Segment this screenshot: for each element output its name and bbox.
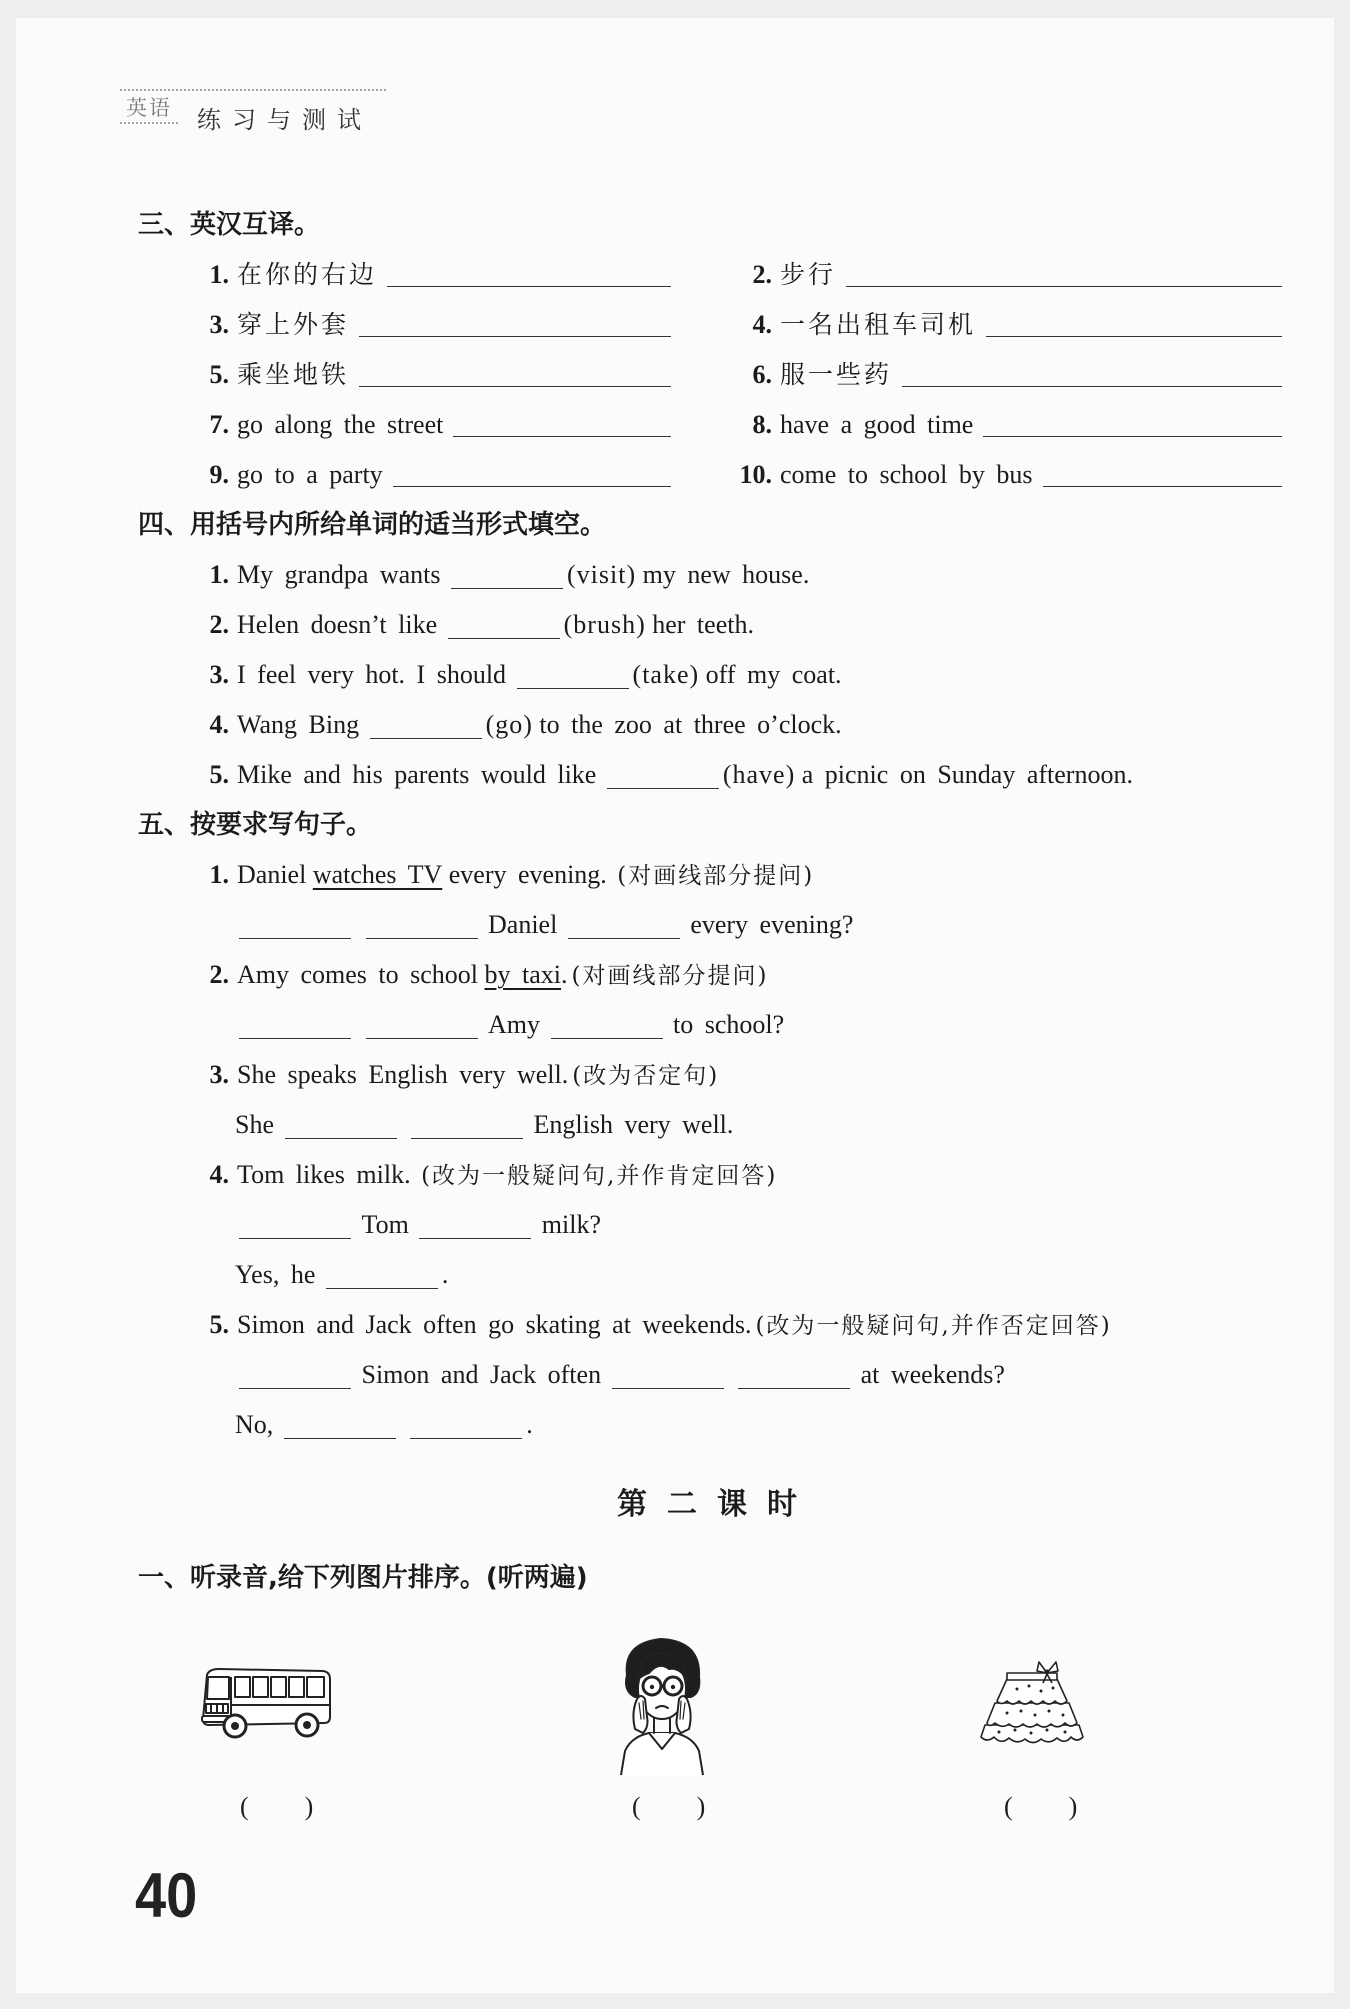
answer-word: every evening?	[690, 910, 854, 939]
toothache-girl-icon	[611, 1633, 714, 1775]
rewrite-question	[0, 1050, 1350, 1100]
answer-bracket: ( )	[240, 1792, 320, 1821]
translation-row	[0, 350, 1350, 400]
answer-word: milk?	[541, 1210, 602, 1239]
sentence-start: Daniel	[237, 860, 307, 889]
answer-blank	[239, 1219, 351, 1239]
answer-blank	[517, 669, 629, 689]
underlined-phrase: by taxi	[484, 960, 562, 989]
answer-word: at weekends?	[860, 1360, 1005, 1389]
translation-item	[189, 400, 671, 450]
subject-label: 英语	[120, 92, 178, 124]
translation-item	[189, 350, 671, 400]
instruction-note: (改为一般疑问句,并作否定回答)	[755, 1313, 1112, 1339]
item-number: 4.	[209, 1160, 229, 1189]
item-number: 2.	[752, 260, 772, 289]
answer-blank	[393, 463, 671, 487]
item-number: 3.	[209, 660, 229, 689]
fill-in-item	[0, 600, 1350, 650]
item-number: 2.	[209, 610, 229, 639]
instruction-note: (对画线部分提问)	[617, 863, 815, 889]
translation-item	[732, 400, 1282, 450]
item-number: 1.	[209, 560, 229, 589]
item-number: 7.	[209, 410, 229, 439]
answer-blank	[359, 313, 671, 337]
item-text: 乘坐地铁	[237, 360, 350, 389]
answer-word: to school?	[673, 1010, 785, 1039]
answer-blank	[239, 1369, 351, 1389]
sentence-start: My grandpa wants	[237, 560, 441, 589]
translation-item	[732, 300, 1282, 350]
item-number: 5.	[209, 760, 229, 789]
translation-item	[189, 300, 671, 350]
section-heading: 五、按要求写句子。	[138, 810, 373, 840]
item-number: 4.	[209, 710, 229, 739]
answer-blank	[612, 1369, 724, 1389]
fill-in-item	[0, 700, 1350, 750]
rewrite-question	[0, 1300, 1350, 1350]
sentence: Simon and Jack often go skating at weekends.	[237, 1310, 752, 1339]
answer-line	[0, 900, 1350, 950]
answer-blank	[410, 1419, 522, 1439]
item-number: 2.	[209, 960, 229, 989]
answer-word: Yes, he	[235, 1260, 316, 1289]
translation-row	[0, 300, 1350, 350]
sentence-end: a picnic on Sunday afternoon.	[801, 760, 1133, 789]
answer-blank	[419, 1219, 531, 1239]
section-heading: 一、听录音,给下列图片排序。(听两遍)	[138, 1563, 588, 1593]
answer-line	[0, 1100, 1350, 1150]
answer-blank	[285, 1119, 397, 1139]
item-text: 一名出租车司机	[780, 310, 977, 339]
answer-blank	[738, 1369, 850, 1389]
answer-blank	[366, 1019, 478, 1039]
item-number: 3.	[209, 1060, 229, 1089]
hint-word: (visit)	[567, 560, 637, 589]
sentence-end: .	[561, 960, 568, 989]
answer-blank	[1043, 463, 1282, 487]
answer-word: .	[526, 1410, 533, 1439]
answer-bracket: ( )	[632, 1792, 712, 1821]
section-heading: 四、用括号内所给单词的适当形式填空。	[138, 510, 607, 540]
sentence-end: every evening.	[448, 860, 607, 889]
lesson-title: 第二课时	[617, 1487, 817, 1522]
item-number: 4.	[752, 310, 772, 339]
skirt-icon	[977, 1659, 1087, 1749]
answer-word: Amy	[488, 1010, 540, 1039]
item-number: 3.	[209, 310, 229, 339]
translation-item	[189, 450, 671, 500]
answer-blank	[411, 1119, 523, 1139]
answer-line	[0, 1350, 1350, 1400]
sentence-start: Helen doesn’t like	[237, 610, 438, 639]
item-number: 6.	[752, 360, 772, 389]
answer-blank	[983, 413, 1282, 437]
sentence-end: my new house.	[642, 560, 810, 589]
answer-blank	[284, 1419, 396, 1439]
answer-blank	[551, 1019, 663, 1039]
answer-blank	[448, 619, 560, 639]
answer-word: Simon and Jack often	[361, 1360, 602, 1389]
answer-line	[0, 1000, 1350, 1050]
sentence-end: her teeth.	[652, 610, 754, 639]
reply-line	[0, 1250, 1350, 1300]
instruction-note: (对画线部分提问)	[571, 963, 769, 989]
item-text: 在你的右边	[237, 260, 378, 289]
sentence-start: Wang Bing	[237, 710, 360, 739]
answer-bracket: ( )	[1004, 1792, 1084, 1821]
answer-blank	[453, 413, 671, 437]
item-number: 9.	[209, 460, 229, 489]
answer-blank	[607, 769, 719, 789]
hint-word: (take)	[632, 660, 700, 689]
item-number: 1.	[209, 860, 229, 889]
answer-blank	[986, 313, 1282, 337]
answer-word: Tom	[361, 1210, 409, 1239]
item-number: 5.	[209, 360, 229, 389]
answer-blank	[239, 1019, 351, 1039]
fill-in-item	[0, 650, 1350, 700]
answer-word: She	[235, 1110, 274, 1139]
answer-blank	[451, 569, 563, 589]
underlined-phrase: watches TV	[312, 860, 443, 889]
translation-row	[0, 250, 1350, 300]
answer-word: English very well.	[533, 1110, 734, 1139]
item-number: 8.	[752, 410, 772, 439]
item-text: go along the street	[237, 410, 444, 439]
answer-blank	[370, 719, 482, 739]
translation-item	[732, 450, 1282, 500]
item-text: 步行	[780, 260, 837, 289]
instruction-note: (改为否定句)	[572, 1063, 720, 1089]
sentence-end: to the zoo at three o’clock.	[539, 710, 842, 739]
hint-word: (go)	[485, 710, 533, 739]
sentence-end: off my coat.	[705, 660, 842, 689]
translation-item	[189, 250, 671, 300]
sentence-start: Mike and his parents would like	[237, 760, 597, 789]
item-text: come to school by bus	[780, 460, 1033, 489]
page-number: 40	[135, 1859, 198, 1931]
rewrite-question	[0, 950, 1350, 1000]
answer-blank	[568, 919, 680, 939]
exercise-content	[0, 200, 1350, 1450]
item-number: 10.	[739, 460, 772, 489]
translation-row	[0, 400, 1350, 450]
answer-blank	[902, 363, 1282, 387]
answer-blank	[359, 363, 671, 387]
item-text: 穿上外套	[237, 310, 350, 339]
book-title: 练习与测试	[197, 106, 372, 134]
sentence-start: Amy comes to school	[237, 960, 479, 989]
reply-line	[0, 1400, 1350, 1450]
answer-word: No,	[235, 1410, 274, 1439]
bus-icon	[199, 1665, 334, 1743]
translation-item	[732, 350, 1282, 400]
section-heading: 三、英汉互译。	[138, 210, 321, 240]
item-text: have a good time	[780, 410, 974, 439]
hint-word: (brush)	[563, 610, 646, 639]
rewrite-question	[0, 850, 1350, 900]
item-number: 5.	[209, 1310, 229, 1339]
answer-line	[0, 1200, 1350, 1250]
fill-in-item	[0, 550, 1350, 600]
answer-blank	[366, 919, 478, 939]
answer-blank	[239, 919, 351, 939]
instruction-note: (改为一般疑问句,并作肯定回答)	[421, 1163, 778, 1189]
sentence: Tom likes milk.	[237, 1160, 411, 1189]
item-text: go to a party	[237, 460, 383, 489]
rewrite-question	[0, 1150, 1350, 1200]
sentence-start: I feel very hot. I should	[237, 660, 507, 689]
item-number: 1.	[209, 260, 229, 289]
hint-word: (have)	[722, 760, 796, 789]
item-text: 服一些药	[780, 360, 893, 389]
sentence: She speaks English very well.	[237, 1060, 569, 1089]
answer-blank	[846, 263, 1282, 287]
fill-in-item	[0, 750, 1350, 800]
translation-row	[0, 450, 1350, 500]
header-dotted-rule	[120, 89, 386, 91]
answer-word: Daniel	[488, 910, 558, 939]
answer-word: .	[441, 1260, 449, 1289]
answer-blank	[326, 1269, 438, 1289]
answer-blank	[387, 263, 671, 287]
translation-item	[732, 250, 1282, 300]
